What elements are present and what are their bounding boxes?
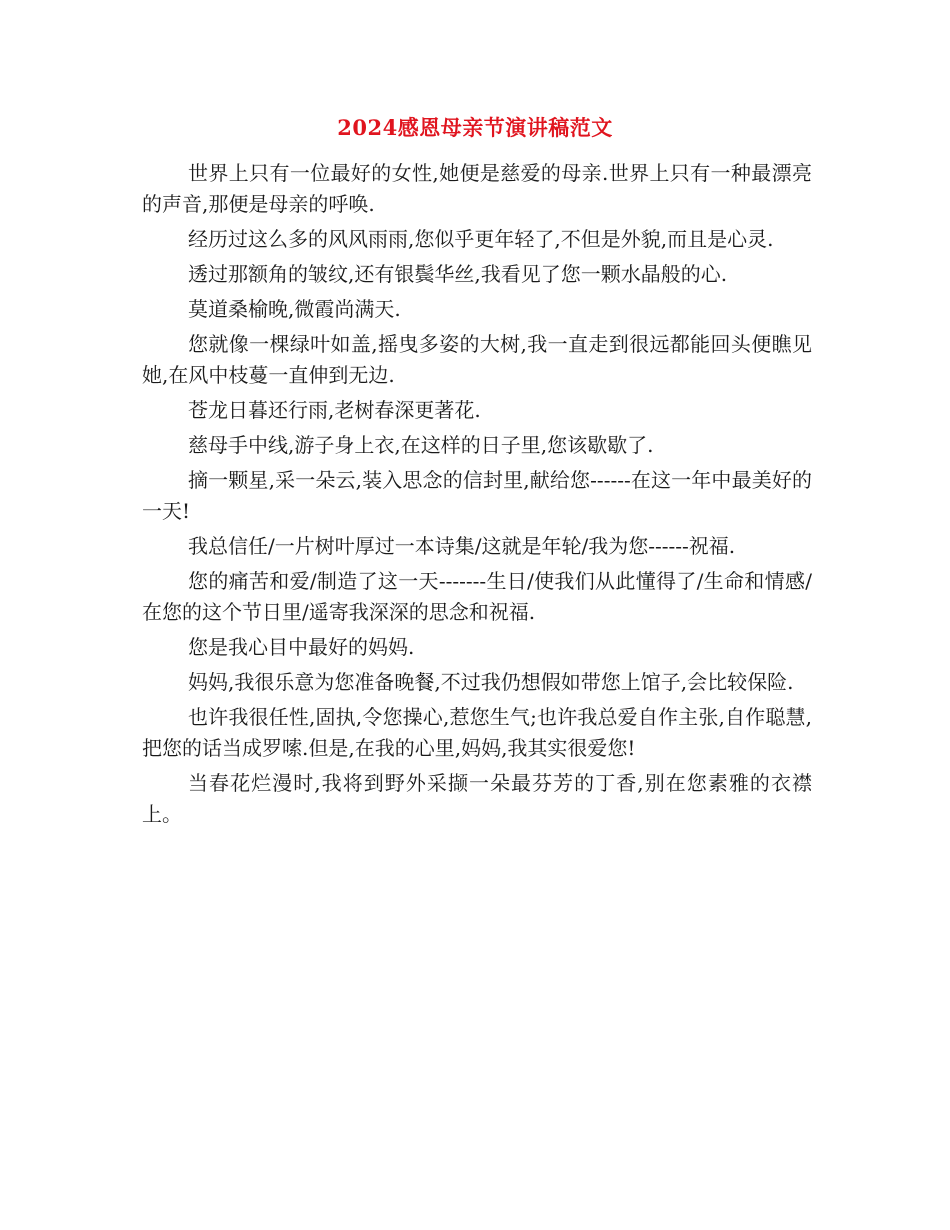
paragraph-5: 您就像一棵绿叶如盖,摇曳多姿的大树,我一直走到很远都能回头便瞧见她,在风中枝蔓一直伸到无边. bbox=[142, 332, 812, 387]
paragraph-13: 也许我很任性,固执,令您操心,惹您生气;也许我总爱自作主张,自作聪慧,把您的话当成罗嗦.但是,在我的心里,妈妈,我其实很爱您! bbox=[142, 705, 812, 760]
paragraph-6: 苍龙日暮还行雨,老树春深更著花. bbox=[188, 398, 481, 422]
paragraph-12: 妈妈,我很乐意为您准备晚餐,不过我仍想假如带您上馆子,会比较保险. bbox=[188, 670, 794, 694]
paragraph-9: 我总信任/一片树叶厚过一本诗集/这就是年轮/我为您------祝福. bbox=[188, 534, 736, 558]
paragraph-4: 莫道桑榆晚,微霞尚满天. bbox=[188, 297, 401, 321]
paragraph-14: 当春花烂漫时,我将到野外采撷一朵最芬芳的丁香,别在您素雅的衣襟上。 bbox=[142, 771, 812, 826]
paragraph-3: 透过那额角的皱纹,还有银鬓华丝,我看见了您一颗水晶般的心. bbox=[188, 262, 728, 286]
paragraph-11: 您是我心目中最好的妈妈. bbox=[188, 635, 415, 659]
document-body bbox=[142, 158, 812, 834]
paragraph-8: 摘一颗星,采一朵云,装入思念的信封里,献给您------在这一年中最美好的一天! bbox=[142, 468, 812, 523]
paragraph-2: 经历过这么多的风风雨雨,您似乎更年轻了,不但是外貌,而且是心灵. bbox=[188, 227, 774, 251]
paragraph-1: 世界上只有一位最好的女性,她便是慈爱的母亲.世界上只有一种最漂亮的声音,那便是母亲的呼唤. bbox=[142, 161, 812, 216]
paragraph-7: 慈母手中线,游子身上衣,在这样的日子里,您该歇歇了. bbox=[188, 433, 654, 457]
document-title: 2024感恩母亲节演讲稿范文 bbox=[337, 115, 613, 140]
paragraph-10: 您的痛苦和爱/制造了这一天-------生日/使我们从此懂得了/生命和情感/在您的这个节日里/遥寄我深深的思念和祝福. bbox=[142, 569, 812, 624]
